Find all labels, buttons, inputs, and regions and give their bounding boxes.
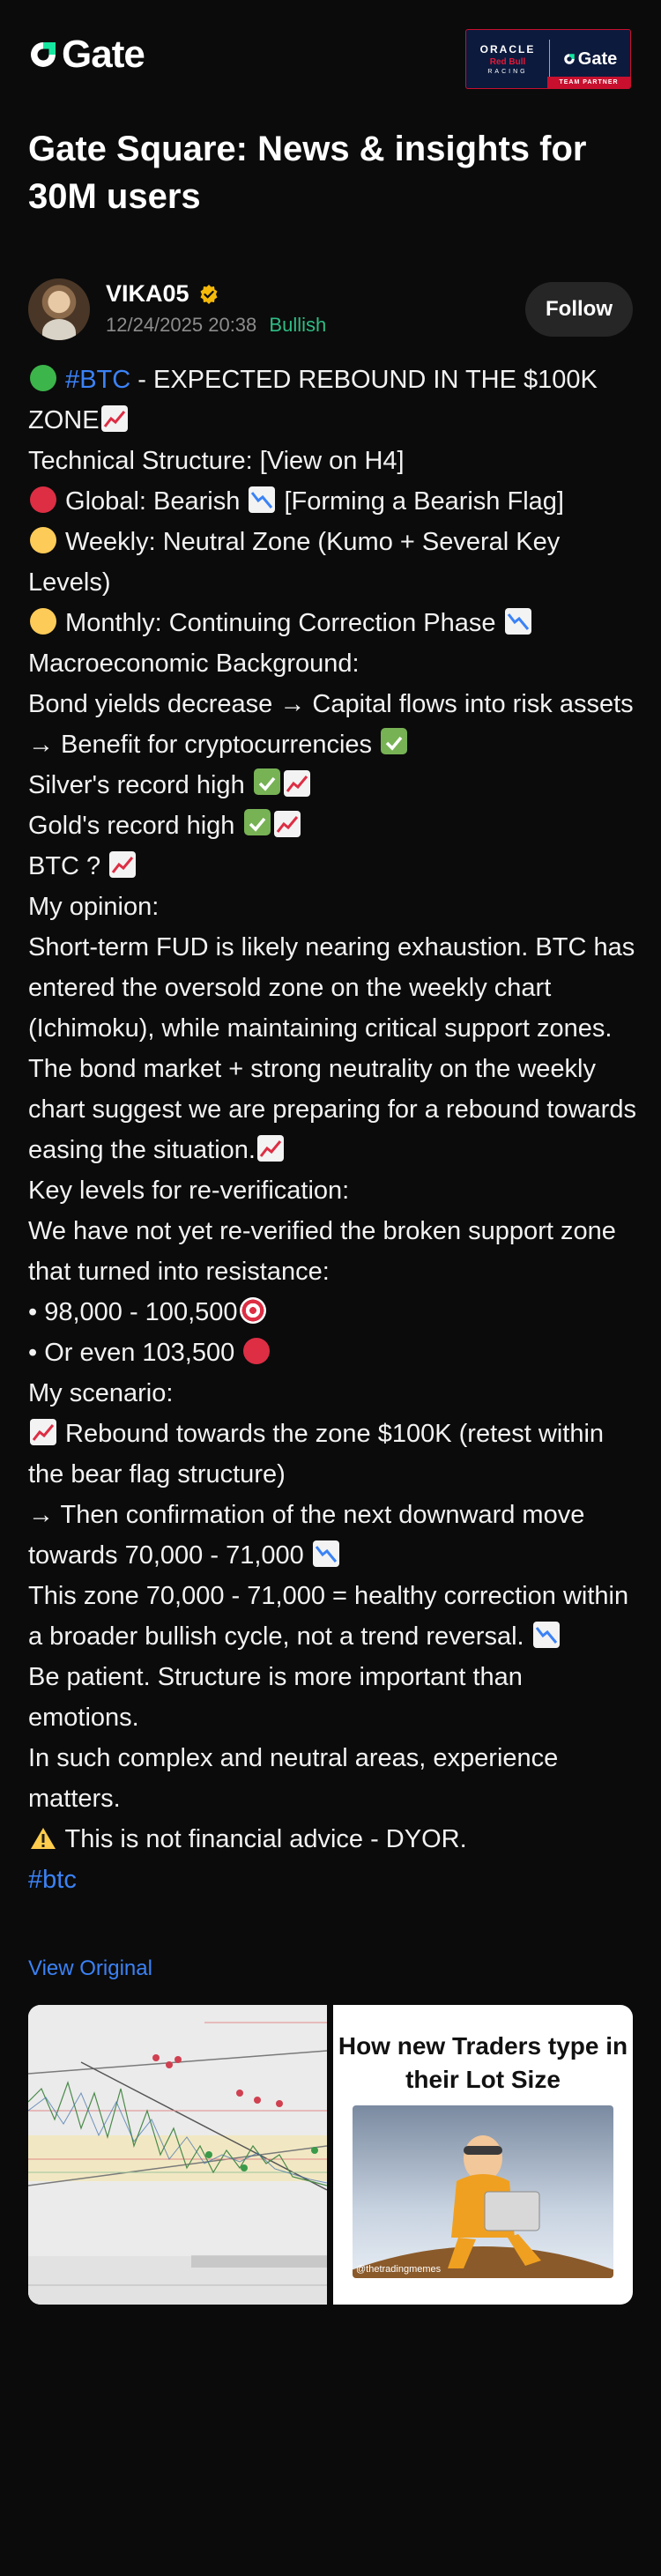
red-circle-icon <box>243 1338 270 1364</box>
page-title: Gate Square: News & insights for 30M users <box>28 130 587 216</box>
post-line <box>28 360 636 441</box>
partner-redbull-text: Red Bull <box>489 57 526 67</box>
app-header <box>0 0 661 115</box>
post-datetime: 12/24/2025 20:38 <box>106 314 257 336</box>
gate-logo-icon <box>28 40 58 70</box>
yellow-circle-icon <box>30 608 56 635</box>
chart-down-icon <box>533 1622 560 1648</box>
post-line <box>28 481 636 522</box>
chart-down-icon <box>313 1540 339 1567</box>
post-line <box>28 805 636 846</box>
check-mark-icon <box>244 809 271 835</box>
green-circle-icon <box>30 365 56 391</box>
post-text: Monthly: Continuing Correction Phase <box>58 609 503 637</box>
post-line <box>28 1860 636 1900</box>
chart-up-icon <box>101 405 128 432</box>
chart-up-icon <box>274 811 301 837</box>
post-line: In such complex and neutral areas, experience matters. <box>28 1744 559 1813</box>
yellow-circle-icon <box>30 527 56 553</box>
post-text: This is not financial advice - DYOR. <box>58 1825 467 1853</box>
post-text: This zone 70,000 - 71,000 = healthy correction within a broader bullish cycle, not a trend reversal. <box>28 1582 629 1651</box>
check-mark-icon <box>381 728 407 754</box>
meme-picture <box>353 2105 613 2278</box>
check-mark-icon <box>254 768 280 795</box>
partner-divider <box>549 40 550 78</box>
post-line <box>28 1414 636 1495</box>
partner-banner[interactable] <box>465 29 631 89</box>
post-text: Weekly: Neutral Zone (Kumo + Several Key Levels) <box>28 528 561 597</box>
post-text: [Forming a Bearish Flag] <box>277 487 564 516</box>
post-line <box>28 522 636 603</box>
post-text: BTC ? <box>28 852 108 880</box>
hashtag-btc-footer[interactable]: #btc <box>28 1866 77 1894</box>
chart-down-icon <box>249 486 275 513</box>
post-text: Short-term FUD is likely nearing exhaustion. BTC has entered the oversold zone on the weekly chart (Ichimoku), while maintaining critical support zones. The bond market + strong neutrality on the weekly chart suggest we are preparing for a rebound towards easing the situation. <box>28 933 636 1164</box>
chart-up-icon <box>109 851 136 878</box>
post-text: • Or even 103,500 <box>28 1339 242 1367</box>
post-line: Macroeconomic Background: <box>28 650 360 678</box>
chart-up-icon <box>284 770 310 797</box>
chart-up-icon <box>257 1135 284 1162</box>
red-circle-icon <box>30 486 56 513</box>
post-line <box>28 1495 636 1576</box>
logo-text: Gate <box>62 33 145 76</box>
follow-button[interactable]: Follow <box>525 282 633 337</box>
post-line: My opinion: <box>28 893 160 921</box>
post-line <box>28 603 636 643</box>
partner-ribbon: TEAM PARTNER <box>547 77 630 88</box>
partner-oracle-text: ORACLE <box>479 43 536 56</box>
view-original-link[interactable]: View Original <box>28 1956 152 1980</box>
partner-racing-text: RACING <box>487 69 528 75</box>
post-line: We have not yet re-verified the broken support zone that turned into resistance: <box>28 1217 616 1286</box>
post-text: - EXPECTED REBOUND IN THE $100K ZONE <box>28 366 598 434</box>
author-name-row[interactable] <box>106 280 219 308</box>
author-name[interactable]: VIKA05 <box>106 280 189 307</box>
post-line <box>28 1819 636 1860</box>
post-line <box>28 684 636 765</box>
avatar[interactable] <box>28 278 90 340</box>
gate-logo[interactable] <box>28 35 145 74</box>
post-body <box>28 360 636 1900</box>
chart-thumbnail-graphic <box>28 2005 327 2305</box>
meme-illustration <box>353 2105 613 2278</box>
meme-title: How new Traders type in their Lot Size <box>338 2032 628 2093</box>
chart-down-icon <box>505 608 531 635</box>
chart-up-icon <box>30 1419 56 1445</box>
meme-caption: @thetradingmemes <box>356 2264 442 2275</box>
author-meta <box>106 314 326 337</box>
warning-icon <box>30 1826 56 1851</box>
post-line: Key levels for re-verification: <box>28 1177 350 1205</box>
partner-gate-text: Gate <box>577 48 618 69</box>
post-text: Bond yields decrease → Capital flows into risk assets → Benefit for cryptocurrencies <box>28 690 634 759</box>
target-icon <box>240 1297 266 1324</box>
verified-badge-icon <box>198 284 219 305</box>
post-line <box>28 1333 636 1373</box>
sentiment-label: Bullish <box>269 314 327 336</box>
partner-gate-icon <box>563 53 576 65</box>
post-text: Silver's record high <box>28 771 252 799</box>
post-line <box>28 1292 636 1333</box>
post-line <box>28 846 636 887</box>
chart-screenshot-image[interactable] <box>28 2005 327 2305</box>
hashtag-btc[interactable]: #BTC <box>65 366 131 394</box>
post-text: Global: Bearish <box>58 487 248 516</box>
post-text: Rebound towards the zone $100K (retest within the bear flag structure) <box>28 1420 605 1488</box>
post-text: → Then confirmation of the next downward move towards 70,000 - 71,000 <box>28 1501 585 1570</box>
meme-image[interactable] <box>333 2005 633 2305</box>
post-text: Gold's record high <box>28 812 242 840</box>
image-gallery <box>28 2005 633 2305</box>
post-line: Technical Structure: [View on H4] <box>28 447 405 475</box>
author-row <box>28 278 633 342</box>
post-text: • 98,000 - 100,500 <box>28 1298 238 1326</box>
post-line <box>28 1576 636 1657</box>
post-line <box>28 765 636 805</box>
post-line: My scenario: <box>28 1379 174 1407</box>
post-line: Be patient. Structure is more important than emotions. <box>28 1663 523 1732</box>
post-line <box>28 927 636 1170</box>
